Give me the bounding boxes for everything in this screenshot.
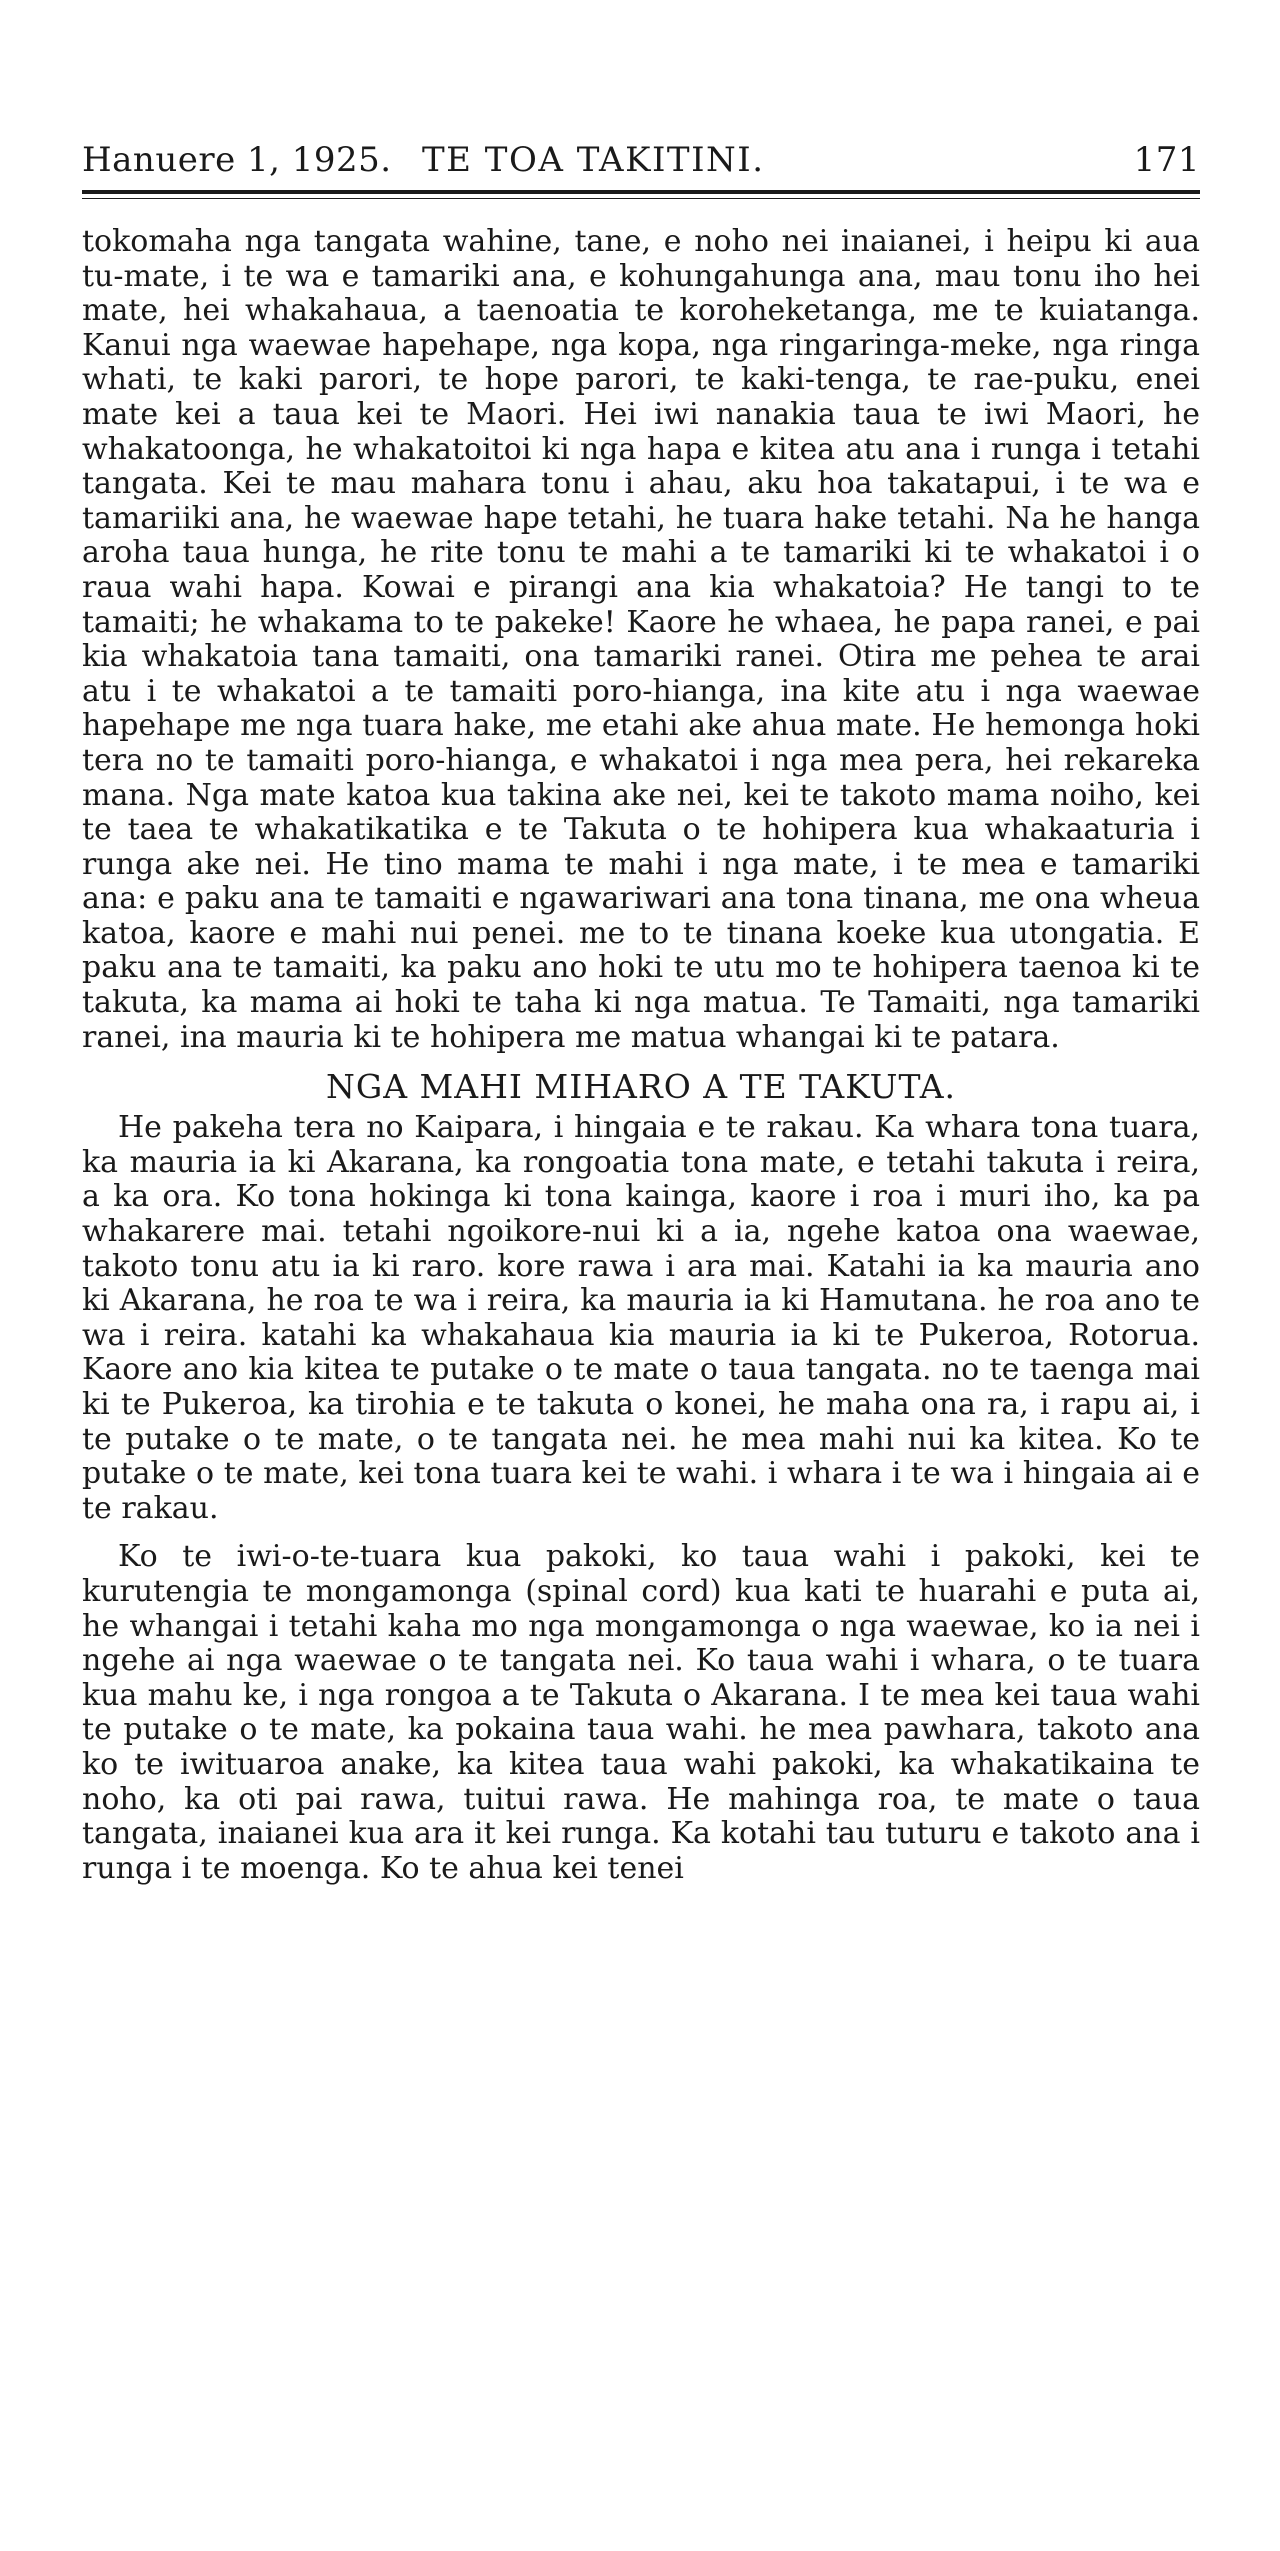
newspaper-page <box>82 140 1200 1886</box>
page-number: 171 <box>1133 140 1200 180</box>
publication-title: TE TOA TAKITINI. <box>422 140 765 180</box>
running-head <box>82 140 1200 180</box>
header-rule-thick <box>82 190 1200 194</box>
paragraph-gap <box>82 1526 1200 1540</box>
article-body <box>82 225 1200 1886</box>
paragraph-kaipara: He pakeha tera no Kaipara, i hingaia e te rakau. Ka whara tona tuara, ka mauria ia ki Akarana, ka rongoatia tona mate, e tetahi takuta i reira, a ka ora. Ko tona hokinga ki tona kainga, kaore i roa i muri iho, ka pa whakarere mai. tetahi ngoikore-nui ki a ia, ngehe katoa ona waewae, takoto tonu atu ia ki raro. kore rawa i ara mai. Katahi ia ka mauria ano ki Akarana, he roa te wa i reira, ka mauria ia ki Hamutana. he roa ano te wa i reira. katahi ka whakahaua kia mauria ia ki te Pukeroa, Rotorua. Kaore ano kia kitea te putake o te mate o taua tangata. no te taenga mai ki te Pukeroa, ka tirohia e te takuta o konei, he maha ona ra, i rapu ai, i te putake o te mate, o te tangata nei. he mea mahi nui ka kitea. Ko te putake o te mate, kei tona tuara kei te wahi. i whara i te wa i hingaia ai e te rakau. <box>82 1110 1200 1526</box>
section-heading: NGA MAHI MIHARO A TE TAKUTA. <box>325 1067 957 1107</box>
paragraph-spinal-cord: Ko te iwi-o-te-tuara kua pakoki, ko taua wahi i pakoki, kei te kurutengia te mongamonga (spinal cord) kua kati te huarahi e puta ai, he whangai i tetahi kaha mo nga mongamonga o nga waewae, ko ia nei i ngehe ai nga waewae o te tangata nei. Ko taua wahi i whara, o te tuara kua mahu ke, i nga rongoa a te Takuta o Akarana. I te mea kei taua wahi te putake o te mate, ka pokaina taua wahi. he mea pawhara, takoto ana ko te iwituaroa anake, ka kitea taua wahi pakoki, ka whakatikaina te noho, ka oti pai rawa, tuitui rawa. He mahinga roa, te mate o taua tangata, inaianei kua ara it kei runga. Ka kotahi tau tuturu e takoto ana i runga i te moenga. Ko te ahua kei tenei <box>82 1539 1200 1886</box>
issue-date: Hanuere 1, 1925. <box>82 140 392 180</box>
header-rule-thin <box>82 198 1200 199</box>
paragraph-continued: tokomaha nga tangata wahine, tane, e noho nei inaianei, i heipu ki aua tu-mate, i te wa e tamariki ana, e kohungahunga ana, mau tonu iho hei mate, hei whakahaua, a taenoatia te koroheketanga, me te kuiatanga. Kanui nga waewae hapehape, nga kopa, nga ringaringa-meke, nga ringa whati, te kaki parori, te hope parori, te kaki-tenga, te rae-puku, enei mate kei a taua kei te Maori. Hei iwi nanakia taua te iwi Maori, he whakatoonga, he whakatoitoi ki nga hapa e kitea atu ana i runga i tetahi tangata. Kei te mau mahara tonu i ahau, aku hoa takatapui, i te wa e tamariiki ana, he waewae hape tetahi, he tuara hake tetahi. Na he hanga aroha taua hunga, he rite tonu te mahi a te tamariki ki te whakatoi i o raua wahi hapa. Kowai e pirangi ana kia whakatoia? He tangi to te tamaiti; he whakama to te pakeke! Kaore he whaea, he papa ranei, e pai kia whakatoia tana tamaiti, ona tamariki ranei. Otira me pehea te arai atu i te whakatoi a te tamaiti poro-hianga, ina kite atu i nga waewae hapehape me nga tuara hake, me etahi ake ahua mate. He hemonga hoki tera no te tamaiti poro-hianga, e whakatoi i nga mea pera, hei rekareka mana. Nga mate katoa kua takina ake nei, kei te takoto mama noiho, kei te taea te whakatikatika e te Takuta o te hohipera kua whakaaturia i runga ake nei. He tino mama te mahi i nga mate, i te mea e tamariki ana: e paku ana te tamaiti e ngawariwari ana tona tinana, me ona wheua katoa, kaore e mahi nui penei. me to te tinana koeke kua utongatia. E paku ana te tamaiti, ka paku ano hoki te utu mo te hohipera taenoa ki te takuta, ka mama ai hoki te taha ki nga matua. Te Tamaiti, nga tamariki ranei, ina mauria ki te hohipera me matua whangai ki te patara. <box>82 224 1200 1055</box>
